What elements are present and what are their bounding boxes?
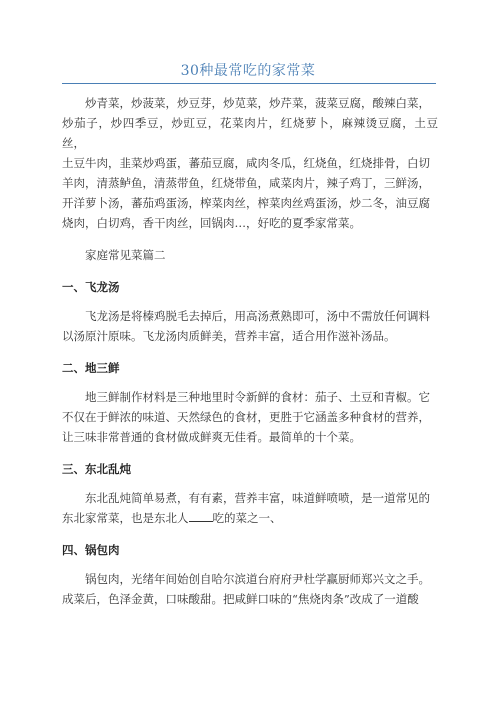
- section-subtitle: 家庭常见菜篇二: [85, 248, 166, 262]
- section-line: 地三鲜制作材料是三种地里时令新鲜的食材：茄子、土豆和青椒。它: [85, 390, 430, 404]
- document-title: 30种最常吃的家常菜: [180, 63, 316, 79]
- section-heading: 二、地三鲜: [62, 361, 120, 375]
- intro-line: 烧肉，白切鸡，香干肉丝，回锅肉…，好吃的夏季家常菜。: [62, 216, 361, 230]
- line-text-after-blank: 吃的菜之一、: [212, 511, 282, 525]
- line-text-before-blank: 东北家常菜，也是东北人: [62, 511, 189, 525]
- intro-line: 土豆牛肉，韭菜炒鸡蛋，蕃茄豆腐，咸肉冬瓜，红烧鱼，红烧排骨，白切: [62, 156, 430, 170]
- section-line: 让三味非常普通的食材做成鲜爽无佳肴。最简单的十个菜。: [62, 430, 361, 444]
- section-line-with-blank: [62, 508, 438, 528]
- section-line: 不仅在于鲜浓的味道、天然绿色的食材，更胜于它涵盖多种食材的营养，: [62, 410, 430, 424]
- intro-line: 炒青菜，炒菠菜，炒豆芽，炒苋菜，炒芹菜，菠菜豆腐，酸辣白菜，: [85, 96, 430, 110]
- document-body: [62, 93, 438, 609]
- intro-line: 开洋萝卜汤，蕃茄鸡蛋汤，榨菜肉丝，榨菜肉丝鸡蛋汤，炒二冬，油豆腐: [62, 196, 430, 210]
- title-underline: [62, 83, 436, 84]
- section-heading: 四、锅包肉: [62, 543, 120, 557]
- section-heading: 一、飞龙汤: [62, 280, 120, 294]
- underline-blank: [189, 510, 213, 522]
- section-line: 锅包肉，光绪年间始创自哈尔滨道台府府尹杜学赢厨师郑兴文之手。: [85, 572, 430, 586]
- section-line: 飞龙汤是将榛鸡脱毛去掉后，用高汤煮熟即可，汤中不需放任何调料: [85, 309, 430, 323]
- intro-line: 羊肉，清蒸鲈鱼，清蒸带鱼，红烧带鱼，咸菜肉片，辣子鸡丁，三鲜汤，: [62, 176, 430, 190]
- intro-paragraph: [62, 93, 438, 233]
- intro-line: 炒茄子，炒四季豆，炒豇豆，花菜肉片，红烧萝卜，麻辣烫豆腐，土豆丝，: [62, 116, 438, 150]
- section-heading: 三、东北乱炖: [62, 462, 131, 476]
- section-line: 成菜后，色泽金黄，口味酸甜。把咸鲜口味的“焦烧肉条”改成了一道酸: [62, 592, 419, 606]
- section-line: 东北乱炖简单易煮，有有素，营养丰富，味道鲜喷喷，是一道常见的: [85, 491, 430, 505]
- section-line: 以汤原汁原味。飞龙汤肉质鲜美，营养丰富，适合用作滋补汤品。: [62, 329, 396, 343]
